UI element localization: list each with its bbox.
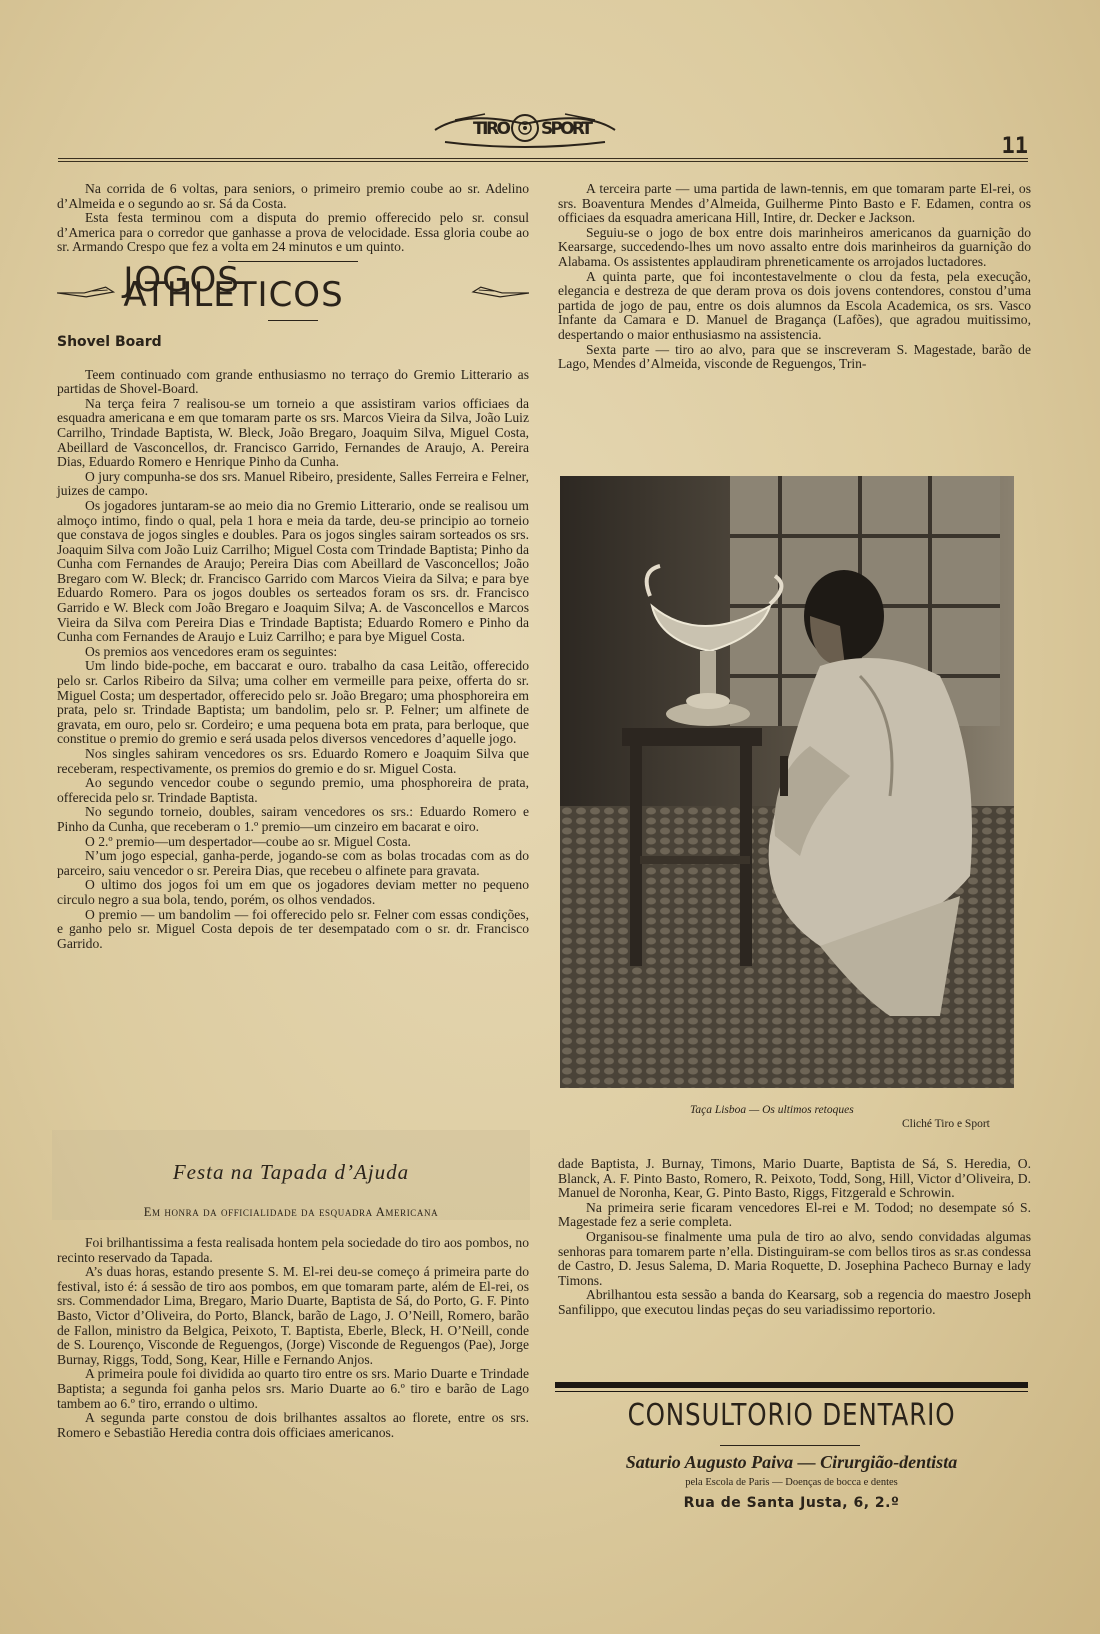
masthead-emblem-icon [425,100,625,152]
divider [228,261,358,262]
section-title-text: JOGOS ATHLETICOS [123,260,344,315]
right-column-bottom [558,1157,1031,1318]
photo-taca-lisboa [560,476,1014,1088]
article-paragraph: Ao segundo vencedor coube o segundo premio, uma phosphoreira de prata, offerecida pelo sr. Trindade Baptista. [57,775,529,805]
article-paragraph: Foi brilhantissima a festa realisada hontem pela sociedade do tiro aos pombos, no recinto reservado da Tapada. [57,1235,529,1265]
article-paragraph: Seguiu-se o jogo de box entre dois marinheiros americanos da guarnição do Kearsarge, succedendo-lhes um novo assalto entre dois marinheiros da guarnição do Alabama. Os assistentes applaudiram phreneticamente os arrojados luctadores. [558,224,1031,269]
ad-address: Rua de Santa Justa, 6, 2.º [683,1495,900,1511]
article-paragraph: Nos singles sahiram vencedores os srs. Eduardo Romero e Joaquim Silva que receberam, respectivamente, os premios do gremio e do sr. Miguel Costa. [57,746,529,776]
article-paragraph: Na corrida de 6 voltas, para seniors, o primeiro premio coube ao sr. Adelino d’Almeida e o segundo ao sr. Sá da Costa. [57,181,529,211]
page-number: 11 [1001,134,1028,159]
left-column-top [57,182,529,951]
section-title [57,260,529,315]
festa-title: Festa na Tapada d’Ajuda [172,1160,410,1184]
ad-practitioner: Saturio Augusto Paiva — Cirurgião-dentista [625,1452,958,1472]
article-paragraph: A quinta parte, que foi incontestavelmente o clou da festa, pela execução, elegancia e destreza de que deram prova os dois jovens contendores, constou d’uma partida de jogo de pau, entre os dois alumnos da Escola Academica, os srs. Vasco Infante da Camara e D. Manuel de Bragança (Lafões), que agradou muitissimo, despertando o maior enthusiasmo na assistencia. [558,268,1031,342]
right-column-top [558,182,1031,372]
article-paragraph: O premio — um bandolim — foi offerecido pelo sr. Felner com essas condições, e ganho pelo sr. Miguel Costa depois de ter desempatado com o sr. dr. Francisco Garrido. [57,906,529,951]
article-paragraph: Na terça feira 7 realisou-se um torneio a que assistiram varios officiaes da esquadra americana e em que tomaram parte os srs. Marcos Vieira da Silva, João Luiz Carrilho, Trindade Baptista, W. Bleck, João Bregaro, Joaquim Silva, Miguel Costa, Abeillard de Vasconcellos, dr. Francisco Garrido, Fernandes de Araujo, A. Pereira Dias, Eduardo Romero e Henrique Pinho da Cunha. [57,395,529,470]
ad-title: CONSULTORIO DENTARIO [627,1398,956,1433]
masthead-logo [425,100,625,152]
article-paragraph: Um lindo bide-poche, em baccarat e ouro. trabalho da casa Leitão, offerecido pelo sr. Carlos Ribeiro da Silva; uma colher em vermeille para peixe, offerta do sr. Miguel Costa; um despertador, offerecido pelo sr. João Bregaro; uma phosphoreira em prata, pelo sr. Trindade Baptista; um bandolim, pelo sr. P. Felner; um alfinete de gravata, em ouro, pelo sr. Cordeiro; e uma pequena bota em prata, para berloque, que constitue o premio do gremio e será usada pelos diversos vencedores d’aquelle jogo. [57,658,529,747]
article-paragraph: O 2.º premio—um despertador—coube ao sr. Miguel Costa. [85,833,411,849]
article-paragraph: A terceira parte — uma partida de lawn-tennis, em que tomaram parte El-rei, os srs. Boaventura Mendes d’Almeida, Guilherme Pinto Basto e F. Edamen, contra os officiaes da esquadra americana Hill, Intire, dr. Decker e Jackson. [558,181,1031,226]
subheading: Shovel Board [57,333,162,350]
header-rule [58,158,1028,162]
svg-text:SPORT: SPORT [541,119,593,139]
article-paragraph: Esta festa terminou com a disputa do premio offerecido pelo sr. consul d’America para o corredor que ganhasse a prova de velocidade. Essa gloria coube ao sr. Armando Crespo que fez a volta em 24 minutos e um quinto. [57,210,529,255]
ad-top-rule [555,1382,1028,1392]
ornament-left-icon [57,281,115,295]
ornament-right-icon [471,281,529,295]
article-paragraph: Os premios aos vencedores eram os seguintes: [85,643,338,659]
festa-header [52,1130,530,1220]
article-paragraph: Organisou-se finalmente uma pula de tiro ao alvo, sendo convidadas algumas senhoras para tomarem parte n’ella. Distinguiram-se com bellos tiros as sr.as condessa de Castro, D. Jesus Salema, D. Maria Roquette, D. Josephina Pacheco Burnay e lady Timons. [558,1228,1031,1288]
photo-caption: Taça Lisboa — Os ultimos retoques [690,1104,854,1116]
article-paragraph: No segundo torneio, doubles, sairam vencedores os srs.: Eduardo Romero e Pinho da Cunha, que receberam o 1.º premio—um cinzeiro em bacarat e oiro. [57,804,529,834]
left-column-bottom [57,1236,529,1440]
ad-divider [720,1445,860,1446]
article-paragraph: Teem continuado com grande enthusiasmo no terraço do Gremio Litterario as partidas de Shovel-Board. [57,366,529,397]
article-paragraph: O jury compunha-se dos srs. Manuel Ribeiro, presidente, Salles Ferreira e Felner, juizes de campo. [57,468,529,499]
svg-text:TIRO: TIRO [473,119,511,139]
article-paragraph: O ultimo dos jogos foi um em que os jogadores deviam metter no pequeno circulo negro a sua bola, tendo, porém, os olhos vendados. [57,877,529,907]
article-paragraph: A segunda parte constou de dois brilhantes assaltos ao florete, entre os srs. Romero e Sebastião Heredia contra dois officiaes americanos. [57,1410,529,1440]
festa-subtitle: Em honra da officialidade da esquadra Americana [143,1205,439,1219]
photo-credit: Cliché Tiro e Sport [902,1118,990,1130]
divider [268,320,318,321]
article-paragraph: Abrilhantou esta sessão a banda do Kearsarg, sob a regencia do maestro Joseph Sanfilippo, que executou lindas peças do seu variadissimo reportorio. [558,1287,1031,1317]
article-paragraph: Sexta parte — tiro ao alvo, para que se inscreveram S. Magestade, barão de Lago, Mendes d’Almeida, visconde de Reguengos, Trin- [558,341,1031,372]
article-paragraph: A primeira poule foi dividida ao quarto tiro entre os srs. Mario Duarte e Trindade Baptista; a segunda foi ganha pelos srs. Mario Duarte ao 6.º tiro e barão de Lago tambem ao 6.º tiro, errando o ultimo. [57,1366,529,1411]
article-paragraph: Na primeira serie ficaram vencedores El-rei e M. Todod; no desempate só S. Magestade fez a serie completa. [558,1199,1031,1230]
article-paragraph: A’s duas horas, estando presente S. M. El-rei deu-se começo á primeira parte do festival, isto é: á sessão de tiro aos pombos, em que tomaram parte, além de El-rei, os srs. Commendador Lima, Bregaro, Mario Duarte, Baptista de Sá, do Porto, G. F. Pinto Basto, Victor d’Oliveira, do Porto, Blanck, barão de Lago, J. O’Neill, Romero, barão de Fallon, ministro da Belgica, Peixoto, T. Baptista, Eberle, Bleck, H. O’Neill, conde de S. Lourenço, Visconde de Reguengos, (Jorge) Visconde de Reguengos (Pae), Jorge Burnay, Riggs, Todd, Song, Kear, Hille e Fernando Anjos. [57,1264,529,1367]
article-paragraph: N’um jogo especial, ganha-perde, jogando-se com as bolas trocadas com as do parceiro, saiu vencedor o sr. Pereira Dias, que recebeu o alfinete para gravata. [57,848,529,878]
ad-school: pela Escola de Paris — Doenças de bocca e dentes [685,1477,898,1488]
article-paragraph: Os jogadores juntaram-se ao meio dia no Gremio Litterario, onde se realisou um almoço intimo, findo o qual, pela 1 hora e meia da tarde, deu-se principio ao torneio que constava de jogos singles e doubles. Para os jogos singles sairam sorteados os srs. Joaquim Silva com João Luiz Carrilho; Miguel Costa com Trindade Baptista; Pinho da Cunha com Fernandes de Araujo; Pereira Dias com Abeillard de Vasconcellos; João Bregaro com W. Bleck; dr. Francisco Garrido com Marcos Vieira da Silva; e para bye Eduardo Romero. Para os jogos doubles os serteados foram os srs. dr. Francisco Garrido e W. Bleck com João Bregaro e Joaquim Silva; A. de Vasconcellos e Marcos Vieira da Silva com Pereira Dias e Trindade Baptista; Eduardo Romero e Pinho da Cunha com Fernandes de Araujo e Luiz Carrilho; e para bye Miguel Costa. [57,497,529,645]
article-paragraph: dade Baptista, J. Burnay, Timons, Mario Duarte, Baptista de Sá, S. Heredia, O. Blanck, A. F. Pinto Basto, Romero, R. Peixoto, Todd, Song, Hill, Victor d’Oliveira, D. Manuel de Noronha, Kear, G. Pinto Basto, Riggs, Fitzgerald e Schrowin. [558,1156,1031,1201]
